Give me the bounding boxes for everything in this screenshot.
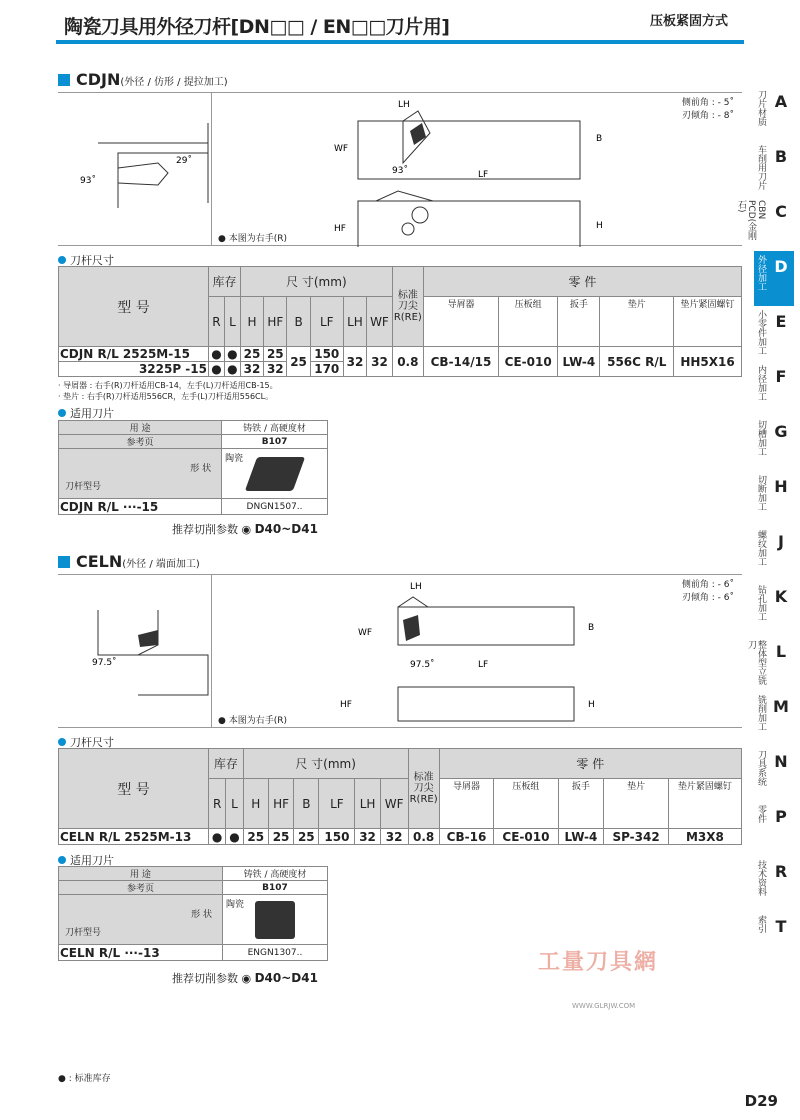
cdjn-h-label: H (596, 221, 603, 231)
tab-p[interactable] (754, 801, 794, 856)
tab-m[interactable] (754, 691, 794, 746)
table-cell: 形 状 刀杆型号 (59, 895, 223, 945)
table-cell: LH (355, 779, 380, 829)
table-cell: ● (224, 347, 240, 362)
table-cell: 陶瓷 (222, 449, 328, 499)
table-cell: 零 件 (439, 749, 741, 779)
cdjn-insert-table (58, 420, 328, 515)
table-cell: ● (209, 347, 225, 362)
table-cell: 垫片 (604, 779, 668, 829)
table-cell: ● (226, 829, 243, 845)
celn-drawing (58, 575, 742, 729)
table-cell: DNGN1507.. (222, 499, 328, 515)
cdjn-angle-3: 93˚ (392, 166, 408, 176)
table-cell: HF (268, 779, 293, 829)
table-cell: CELN R/L ···-13 (59, 945, 223, 961)
tab-h[interactable] (754, 471, 794, 526)
table-cell: B (287, 297, 310, 347)
tab-g[interactable] (754, 416, 794, 471)
table-cell: 尺 寸(mm) (243, 749, 408, 779)
table-cell: 铸铁 / 高硬度材 (222, 867, 327, 881)
cdjn-angle-1: 93˚ (80, 176, 96, 186)
table-cell: 150 (310, 347, 343, 362)
tab-text: 铣削加工 (756, 695, 766, 731)
celn-insert-label: 适用刀片 (58, 852, 114, 868)
celn-lf-label: LF (478, 660, 489, 670)
page-number: D29 (744, 1092, 778, 1110)
cdjn-right-note: ● 本图为右手(R) (218, 234, 287, 244)
table-cell: 用 途 (59, 867, 223, 881)
cdjn-lh-label: LH (398, 100, 410, 110)
cdjn-angles: 侧前角 : - 5˚ 刃倾角 : - 8˚ (681, 98, 734, 121)
celn-angle-2: 97.5˚ (410, 660, 435, 670)
table-cell: 扳手 (558, 779, 604, 829)
celn-hf-label: HF (340, 700, 352, 710)
table-cell: 0.8 (408, 829, 439, 845)
table-cell: CDJN R/L 2525M-15 (59, 347, 209, 362)
table-cell: R (209, 779, 226, 829)
tab-text: 切槽加工 (756, 420, 766, 456)
tab-text: 刀片材质 (756, 90, 766, 126)
table-cell: 压板组 (494, 779, 558, 829)
table-cell: ● (209, 362, 225, 377)
tab-text: CBN PCD(金刚石) (736, 200, 766, 241)
table-cell: 32 (367, 347, 393, 377)
tab-text: 小零件加工 (756, 310, 766, 355)
table-cell: CB-14/15 (423, 347, 498, 377)
table-cell: H (240, 297, 263, 347)
table-cell: R (209, 297, 225, 347)
tab-f[interactable] (754, 361, 794, 416)
table-cell: 型 号 (59, 267, 209, 347)
table-cell: 3225P -15 (59, 362, 209, 377)
table-cell: 垫片紧固螺钉 (668, 779, 741, 829)
table-cell: L (224, 297, 240, 347)
table-cell: 标准刀尖R(RE) (392, 267, 423, 347)
table-cell: 170 (310, 362, 343, 377)
table-cell: 铸铁 / 高硬度材 (222, 421, 328, 435)
tab-letter: T (775, 917, 787, 936)
tab-letter: D (774, 257, 788, 276)
table-cell: M3X8 (668, 829, 741, 845)
tab-a[interactable] (754, 86, 794, 141)
cdjn-insert-label: 适用刀片 (58, 405, 114, 421)
table-cell: 用 途 (59, 421, 222, 435)
cdjn-dimension-table (58, 266, 742, 377)
table-cell: WF (367, 297, 393, 347)
table-cell: 25 (243, 829, 268, 845)
table-cell: 垫片紧固螺钉 (674, 297, 742, 347)
table-cell: 32 (355, 829, 380, 845)
table-cell: 25 (264, 347, 287, 362)
table-cell: L (226, 779, 243, 829)
table-cell: 零 件 (423, 267, 741, 297)
table-cell: 垫片 (600, 297, 674, 347)
table-cell: CB-16 (439, 829, 494, 845)
tab-c[interactable] (736, 196, 794, 251)
table-cell: 0.8 (392, 347, 423, 377)
celn-b-label: B (588, 623, 595, 633)
tab-text: 螺纹加工 (756, 530, 766, 566)
cdjn-hf-label: HF (334, 224, 346, 234)
tab-letter: P (775, 807, 787, 826)
table-cell: 陶瓷 (222, 895, 327, 945)
tab-text: 内径加工 (756, 365, 766, 401)
table-cell: 扳手 (558, 297, 600, 347)
table-cell: 150 (319, 829, 355, 845)
celn-angles: 侧前角 : - 6˚ 刃倾角 : - 6˚ (681, 580, 734, 603)
tab-letter: G (774, 422, 788, 441)
celn-insert-table (58, 866, 328, 961)
celn-figure (58, 574, 742, 728)
table-cell: 25 (287, 347, 310, 377)
cdjn-footnotes: · 导屑器 : 右手(R)刀杆适用CB-14，左手(L)刀杆适用CB-15。 · 垫片 : 右手(R)刀杆适用556CR，左手(L)刀杆适用556CL。 (58, 381, 278, 401)
table-cell: 25 (240, 347, 263, 362)
table-cell: SP-342 (604, 829, 668, 845)
cdjn-rec-params[interactable]: 推荐切削参数 ◉ D40~D41 (172, 522, 318, 536)
tab-letter: H (774, 477, 788, 496)
table-cell: 库存 (209, 267, 241, 297)
table-cell: B107 (222, 881, 327, 895)
table-cell: 尺 寸(mm) (240, 267, 392, 297)
tab-letter: A (774, 92, 788, 111)
table-cell: HH5X16 (674, 347, 742, 377)
cdjn-figure (58, 92, 742, 246)
table-cell: 32 (240, 362, 263, 377)
tab-text: 钻孔加工 (756, 585, 766, 621)
tab-text: 刀具系统 (756, 750, 766, 786)
section-celn-heading: CELN(外径 / 端面加工) (58, 552, 200, 571)
cdjn-drawing (58, 93, 742, 247)
cdjn-b-label: B (596, 134, 603, 144)
table-cell: B (294, 779, 319, 829)
tab-j[interactable] (754, 526, 794, 581)
tab-text: 车削用刀片 (756, 145, 766, 190)
table-cell: 形 状 刀杆型号 (59, 449, 222, 499)
tab-letter: R (774, 862, 788, 881)
table-cell: 导屑器 (439, 779, 494, 829)
title-rule (56, 40, 744, 44)
cdjn-lf-label: LF (478, 170, 489, 180)
tab-text: 切断加工 (756, 475, 766, 511)
table-cell: LH (343, 297, 366, 347)
table-cell: 556C R/L (600, 347, 674, 377)
celn-angle-1: 97.5˚ (92, 658, 117, 668)
celn-right-note: ● 本图为右手(R) (218, 716, 287, 726)
celn-dim-label: 刀杆尺寸 (58, 734, 114, 750)
tab-n[interactable] (754, 746, 794, 801)
table-cell: 库存 (209, 749, 244, 779)
table-cell: ENGN1307.. (222, 945, 327, 961)
table-cell: CE-010 (494, 829, 558, 845)
side-tabs (736, 86, 794, 966)
tab-letter: B (774, 147, 788, 166)
celn-wf-label: WF (358, 628, 373, 638)
tab-text: 索引 (756, 915, 766, 933)
table-cell: B107 (222, 435, 328, 449)
engn-insert-icon (255, 901, 295, 939)
cdjn-angle-2: 29˚ (176, 156, 192, 166)
watermark-url: WWW.GLRJW.COM (572, 1002, 636, 1010)
tab-letter: E (775, 312, 787, 331)
table-cell: ● (224, 362, 240, 377)
tab-letter: J (778, 532, 784, 551)
section-cdjn-heading: CDJN(外径 / 仿形 / 提拉加工) (58, 70, 228, 89)
table-cell: HF (264, 297, 287, 347)
table-cell: LF (310, 297, 343, 347)
tab-k[interactable] (754, 581, 794, 636)
table-cell: 压板组 (499, 297, 558, 347)
tab-letter: K (774, 587, 788, 606)
tab-e[interactable] (754, 306, 794, 361)
celn-h-label: H (588, 700, 595, 710)
page-title: 陶瓷刀具用外径刀杆[DN□□ / EN□□刀片用] (64, 16, 450, 38)
table-cell: LW-4 (558, 347, 600, 377)
table-cell: H (243, 779, 268, 829)
celn-dimension-table (58, 748, 742, 845)
tab-letter: L (775, 642, 787, 661)
table-cell: 导屑器 (423, 297, 498, 347)
table-cell: CELN R/L 2525M-13 (59, 829, 209, 845)
tab-letter: F (775, 367, 787, 386)
table-cell: 型 号 (59, 749, 209, 829)
tab-text: 外径加工 (756, 255, 766, 291)
cdjn-dim-label: 刀杆尺寸 (58, 252, 114, 268)
table-cell: 32 (264, 362, 287, 377)
celn-rec-params[interactable]: 推荐切削参数 ◉ D40~D41 (172, 971, 318, 985)
table-cell: 标准刀尖R(RE) (408, 749, 439, 829)
tab-text: 零件 (756, 805, 766, 823)
table-cell: LW-4 (558, 829, 604, 845)
tab-d[interactable] (754, 251, 794, 306)
legend: ● : 标准库存 (58, 1074, 111, 1084)
tab-letter: C (775, 202, 787, 221)
tab-letter: M (773, 697, 789, 716)
table-cell: 32 (343, 347, 366, 377)
tab-letter: N (774, 752, 788, 771)
celn-lh-label: LH (410, 582, 422, 592)
tab-r[interactable] (754, 856, 794, 911)
table-cell: 25 (294, 829, 319, 845)
page-subtitle: 压板紧固方式 (644, 10, 734, 29)
tab-b[interactable] (754, 141, 794, 196)
table-cell: 参考页 (59, 435, 222, 449)
table-cell: CE-010 (499, 347, 558, 377)
watermark-logo: 工量刀具網 (538, 950, 659, 975)
table-cell: ● (209, 829, 226, 845)
table-cell: LF (319, 779, 355, 829)
cdjn-wf-label: WF (334, 144, 349, 154)
tab-t[interactable] (754, 911, 794, 966)
table-cell: 参考页 (59, 881, 223, 895)
table-cell: 25 (268, 829, 293, 845)
table-cell: WF (380, 779, 408, 829)
tab-text: 整体型立铣刀 (746, 640, 766, 685)
tab-l[interactable] (746, 636, 794, 691)
table-cell: 32 (380, 829, 408, 845)
tab-text: 技术资料 (756, 860, 766, 896)
dngn-insert-icon (244, 457, 304, 491)
table-cell: CDJN R/L ···-15 (59, 499, 222, 515)
